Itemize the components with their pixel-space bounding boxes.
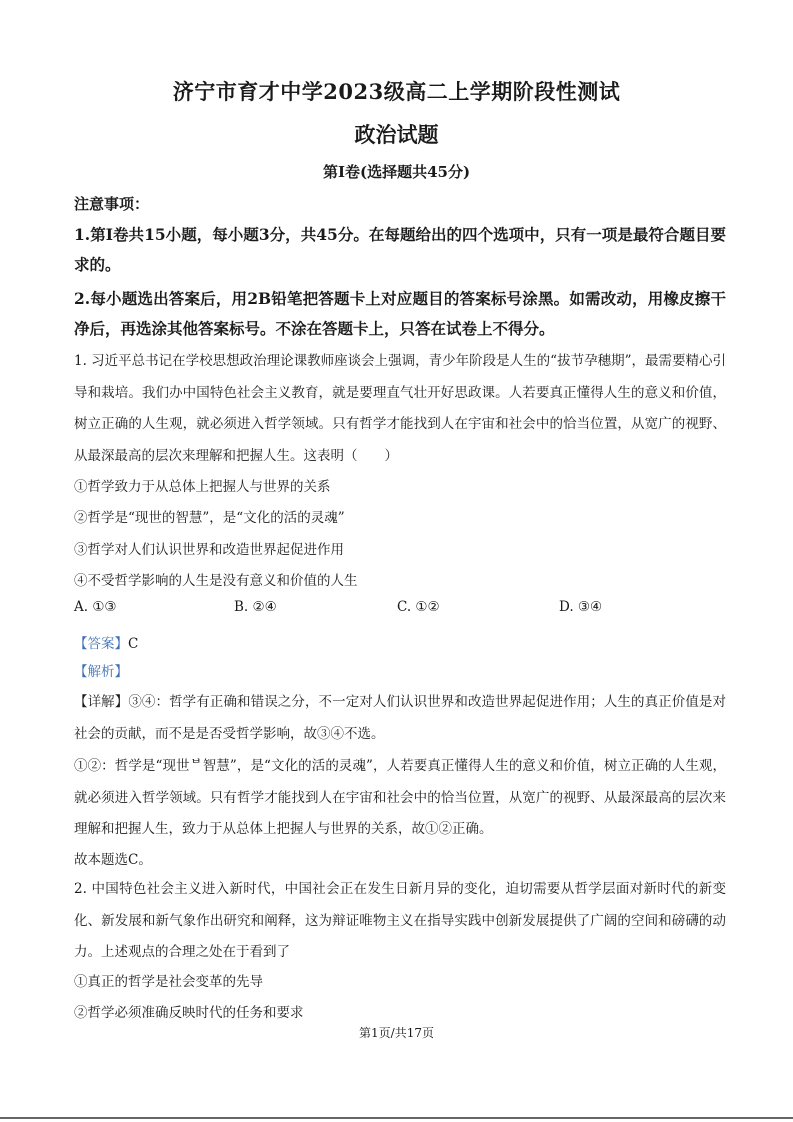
- detail-text-1: ③④：哲学有正确和错误之分，不一定对人们认识世界和改造世界起促进作用；人生的真正价值是对社会的贡献，而不是是否受哲学影响，故③④不选。: [74, 694, 727, 742]
- detail-label: 【详解】: [74, 694, 129, 710]
- bottom-divider: [0, 1117, 793, 1119]
- page-subtitle: 政治试题: [354, 122, 439, 147]
- notice-item-2: 2.每小题选出答案后，用2B铅笔把答题卡上对应题目的答案标号涂黑。如需改动，用橡皮擦干净后，再选涂其他答案标号。不涂在答题卡上，只答在试卷上不得分。: [74, 289, 726, 338]
- question-1-statement-3: ③哲学对人们认识世界和改造世界起促进作用: [74, 542, 344, 558]
- answer-line: [74, 632, 138, 652]
- question-1-option-a: A. ①③: [74, 599, 117, 615]
- question-1-option-d: D. ③④: [559, 599, 603, 615]
- question-2-stem: 2. 中国特色社会主义进入新时代，中国社会正在发生日新月异的变化，迫切需要从哲学层面对新时代的新变化、新发展和新气象作出研究和阐释，这为辩证唯物主义在指导实践中创新发展提供了广阔的空间和磅礴的动力。上述观点的合理之处在于看到了: [74, 881, 726, 960]
- page-title: 济宁市育才中学2023级高二上学期阶段性测试: [172, 79, 621, 104]
- detail-paragraph-2: ①②：哲学是“现世ᄇ智慧”，是“文化的活的灵魂”，人若要真正懂得人生的意义和价值，树立正确的人生观，就必须进入哲学领域。只有哲学才能找到人在宇宙和社会中的恰当位置，从宽广的视野、从最深最高的层次来理解和把握人生，致力于从总体上把握人与世界的关系，故①②正确。: [74, 758, 726, 837]
- question-2-statement-2: ②哲学必须准确反映时代的任务和要求: [74, 1005, 304, 1021]
- notice-item-1: 1.第Ⅰ卷共15小题，每小题3分，共45分。在每题给出的四个选项中，只有一项是最符合题目要求的。: [74, 225, 726, 274]
- question-1-statement-2: ②哲学是“现世的智慧”，是“文化的活的灵魂”: [74, 510, 345, 526]
- section-heading: 第Ⅰ卷(选择题共45分): [322, 163, 471, 181]
- question-1-statement-1: ①哲学致力于从总体上把握人与世界的关系: [74, 479, 331, 495]
- question-1-conclusion: 故本题选C。: [74, 852, 152, 868]
- question-1-option-b: B. ②④: [234, 599, 277, 615]
- detail-paragraph-1: [74, 687, 726, 750]
- notice-heading: 注意事项：: [74, 195, 150, 213]
- question-1-statement-4: ④不受哲学影响的人生是没有意义和价值的人生: [74, 573, 358, 589]
- answer-label: 【答案】: [74, 636, 128, 652]
- question-1-option-c: C. ①②: [397, 599, 440, 615]
- analysis-label: 【解析】: [74, 664, 128, 680]
- answer-value: C: [128, 636, 139, 652]
- question-2-statement-1: ①真正的哲学是社会变革的先导: [74, 974, 263, 990]
- question-1-stem: 1. 习近平总书记在学校思想政治理论课教师座谈会上强调，青少年阶段是人生的“拔节孕穗期”，最需要精心引导和栽培。我们办中国特色社会主义教育，就是要理直气壮开好思政课。人若要真正懂得人生的意义和价值，树立正确的人生观，就必须进入哲学领域。只有哲学才能找到人在宇宙和社会中的恰当位置，从宽广的视野、从最深最高的层次来理解和把握人生。这表明（ ）: [74, 353, 726, 464]
- page-footer: 第1页/共17页: [359, 1026, 434, 1040]
